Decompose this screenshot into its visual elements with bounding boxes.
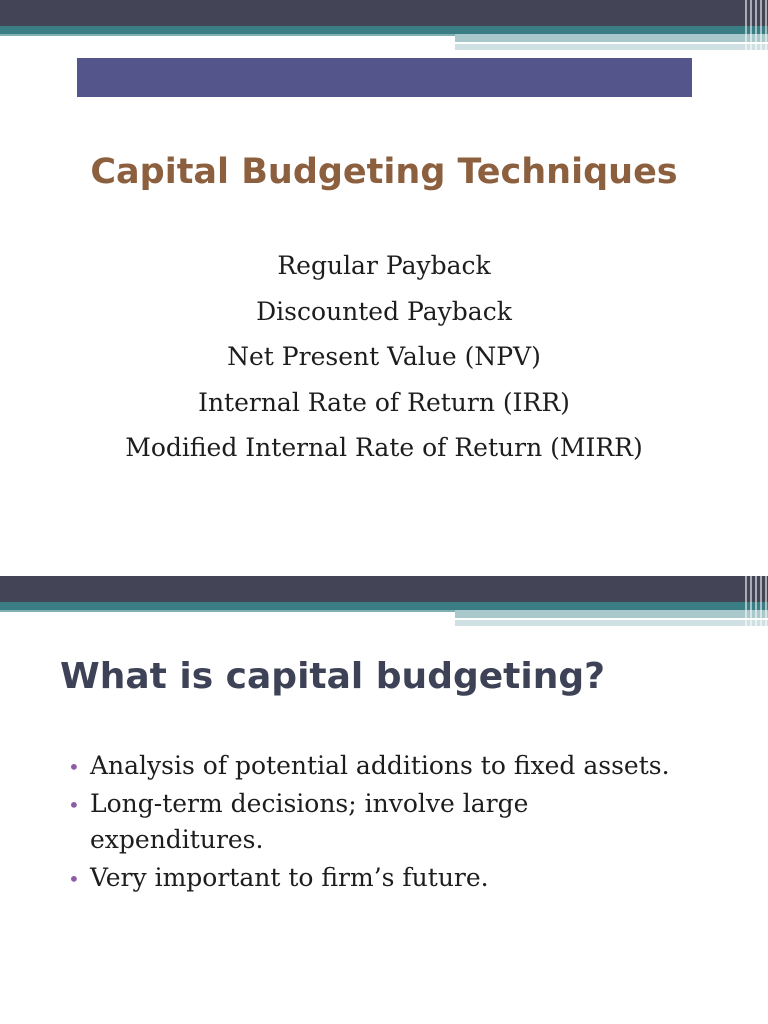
header-band-light-strip xyxy=(455,34,768,42)
bullet-item xyxy=(68,786,688,858)
technique-list xyxy=(0,243,768,471)
slide-title: Capital Budgeting Techniques xyxy=(90,152,678,192)
bullet-list xyxy=(68,748,688,898)
header-band-light-strip-2 xyxy=(455,620,768,626)
bullet-text: Long-term decisions; involve large expenditures. xyxy=(90,789,529,854)
slide-title: What is capital budgeting? xyxy=(60,656,605,697)
title-bar xyxy=(77,58,692,97)
technique-item: Modified Internal Rate of Return (MIRR) xyxy=(125,433,643,462)
bullet-icon: • xyxy=(68,793,80,817)
header-band-teal-strip xyxy=(0,602,768,610)
header-band-thin-strip xyxy=(0,34,455,36)
header-band-gridlines xyxy=(742,576,768,628)
bullet-text: Very important to firm’s future. xyxy=(90,863,489,892)
bullet-icon: • xyxy=(68,867,80,891)
header-band-thin-strip xyxy=(0,610,455,612)
technique-item: Regular Payback xyxy=(277,251,491,280)
header-band-gridlines xyxy=(742,0,768,52)
header-band-light-strip xyxy=(455,610,768,618)
header-band-light-strip-2 xyxy=(455,44,768,50)
technique-item: Discounted Payback xyxy=(256,296,512,326)
bullet-item xyxy=(68,860,688,896)
header-band xyxy=(0,0,768,52)
technique-item: Internal Rate of Return (IRR) xyxy=(198,387,570,417)
technique-item: Net Present Value (NPV) xyxy=(227,342,541,371)
bullet-item xyxy=(68,748,688,784)
slide-gap xyxy=(0,512,768,576)
bullet-icon: • xyxy=(68,755,80,779)
header-band-dark-strip xyxy=(0,576,768,602)
header-band-teal-strip xyxy=(0,26,768,34)
header-band-dark-strip xyxy=(0,0,768,26)
header-band xyxy=(0,576,768,628)
bullet-text: Analysis of potential additions to fixed assets. xyxy=(90,751,670,780)
